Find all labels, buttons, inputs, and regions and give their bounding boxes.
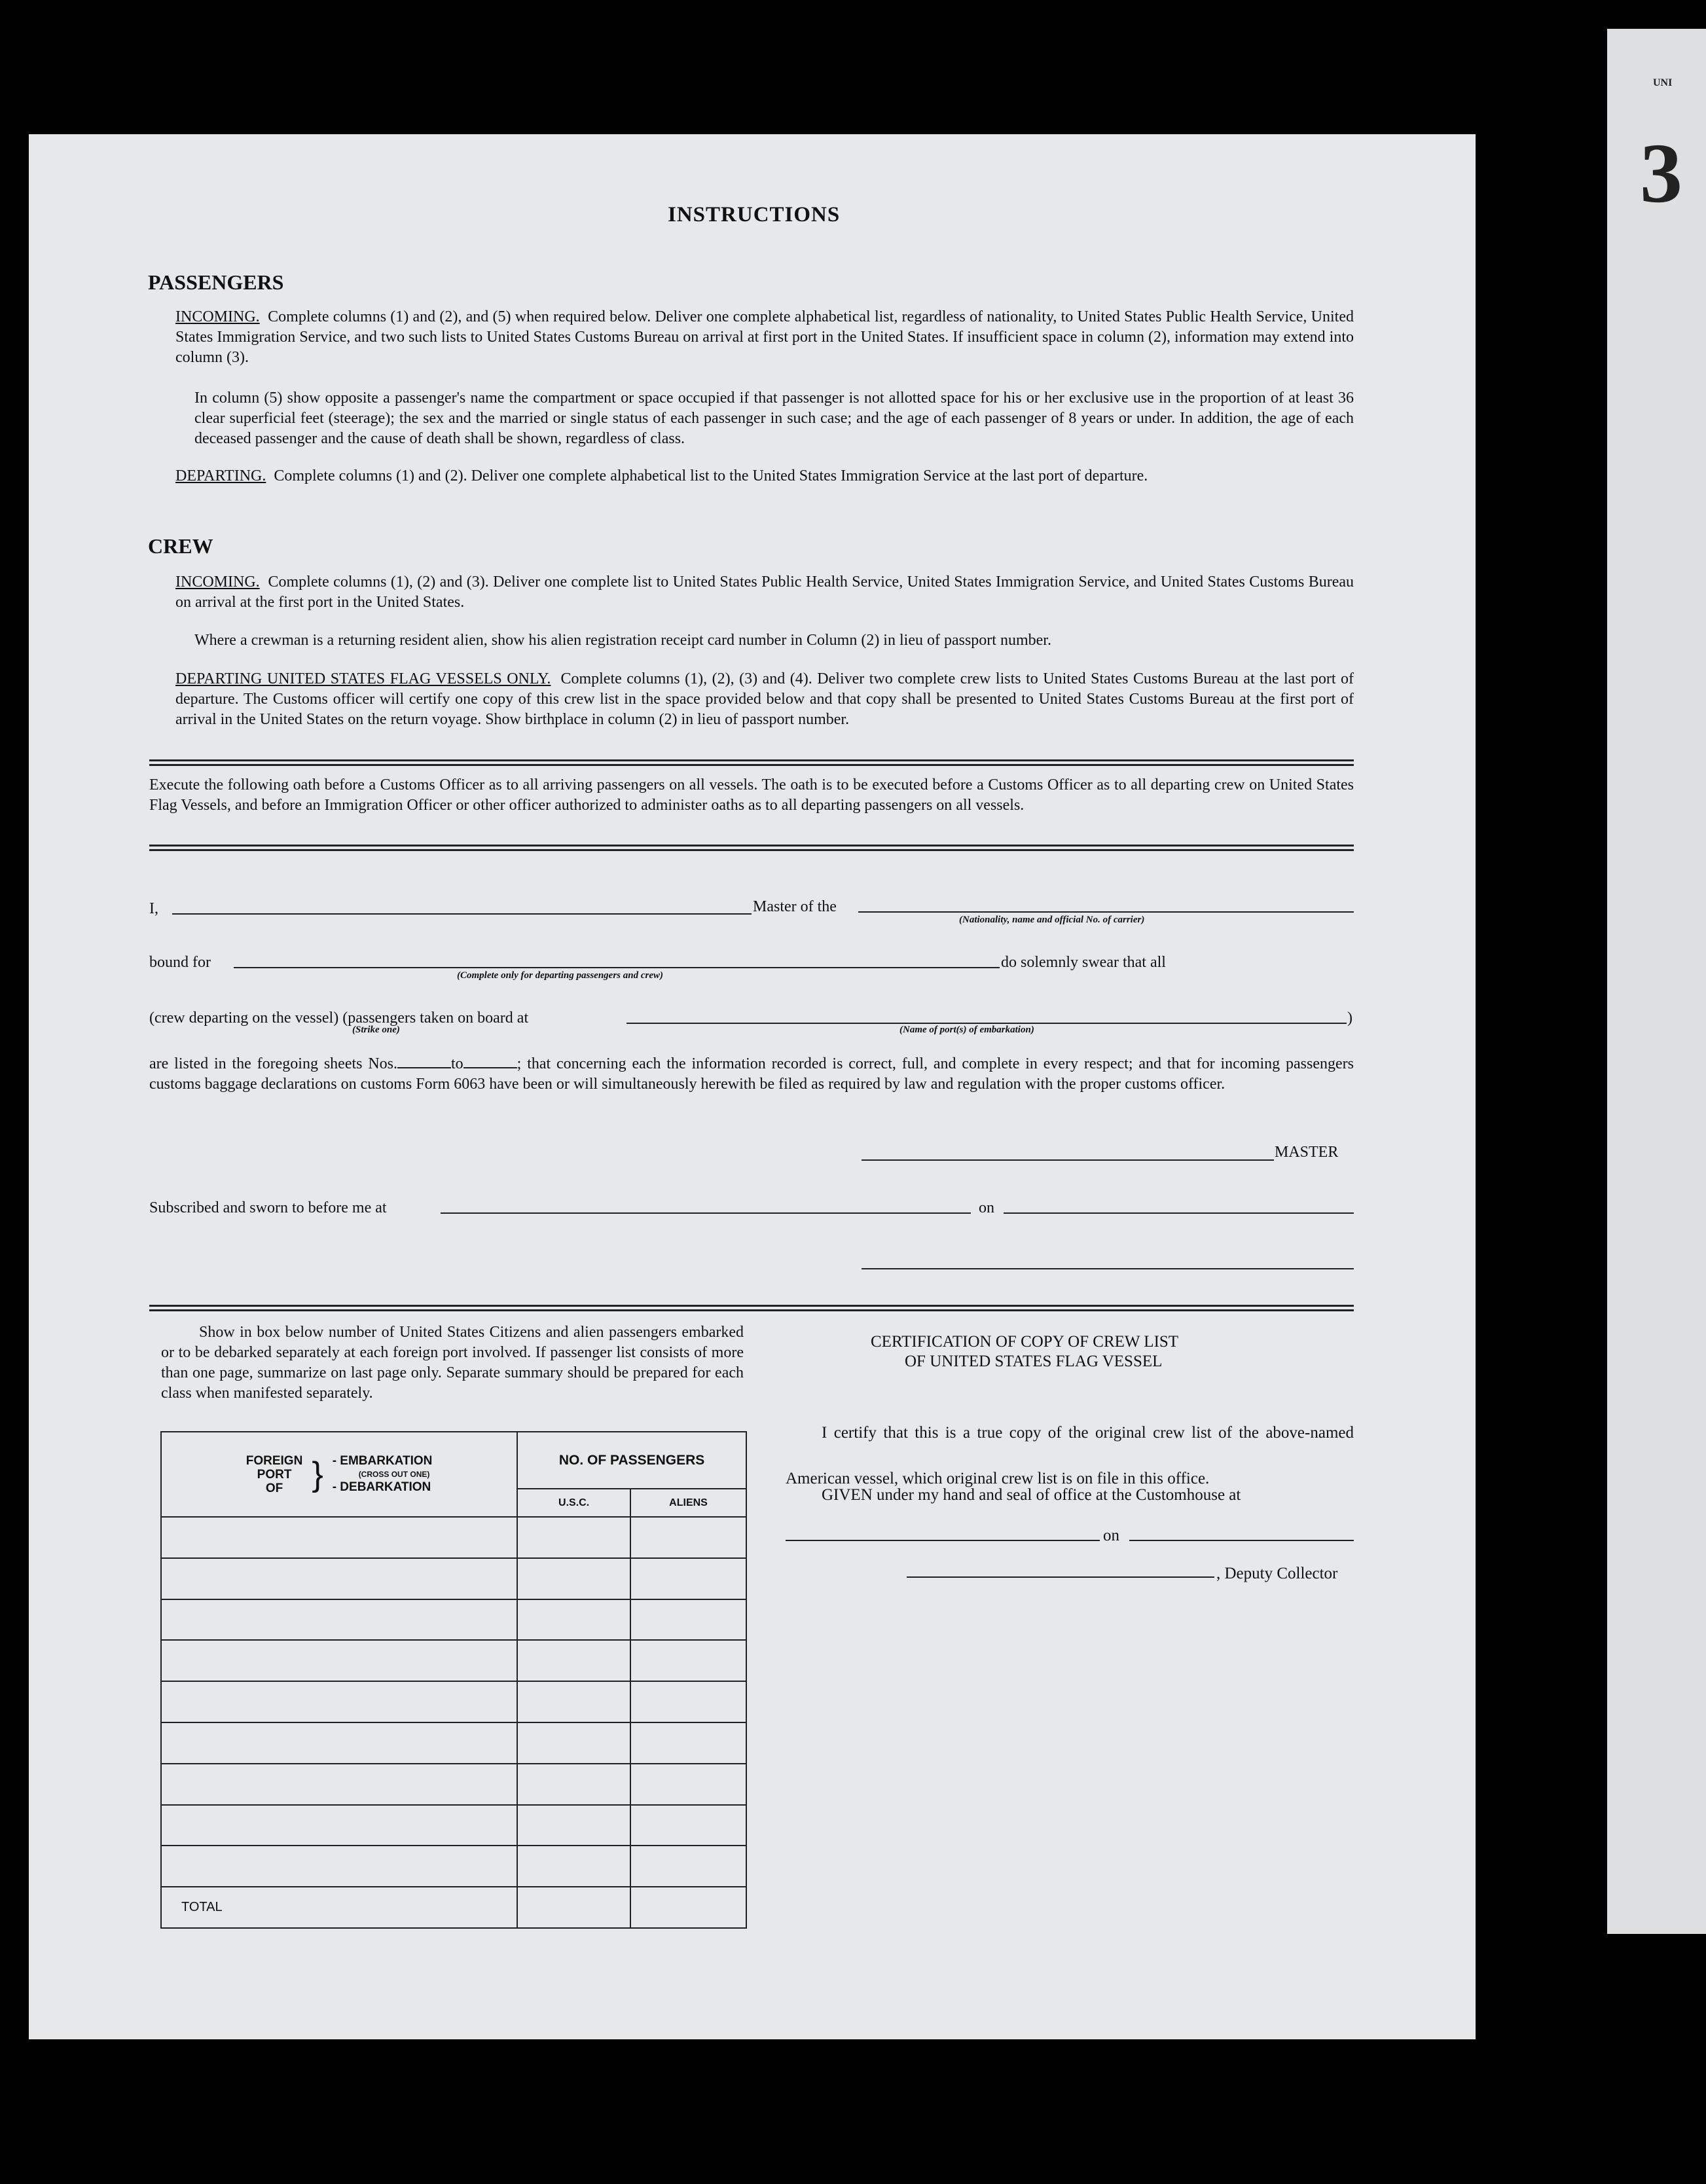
master-signature-line[interactable] xyxy=(862,1159,1274,1161)
passengers-incoming-text: Complete columns (1) and (2), and (5) when required below. Deliver one complete alphabetical list, regardless of nationality, to United States Public Health Service, United States Immigration Service, and two such lists to United States Customs Bureau on arrival at first port in the United States. If insufficient space in column (2), information may extend into column (3). xyxy=(175,308,1354,366)
aliens-cell[interactable] xyxy=(630,1722,746,1764)
total-label: TOTAL xyxy=(161,1887,517,1928)
subscribed-place-line[interactable] xyxy=(441,1212,971,1214)
divider-1 xyxy=(149,759,1354,761)
port-cell[interactable] xyxy=(161,1722,517,1764)
aliens-cell[interactable] xyxy=(630,1558,746,1599)
usc-cell[interactable] xyxy=(517,1764,630,1805)
certification-text: I certify that this is a true copy of the original crew list of the above-named American vessel, which original crew list is on file in this office. xyxy=(786,1424,1354,1487)
oath-master-of: Master of the xyxy=(753,898,837,915)
aliens-cell[interactable] xyxy=(630,1599,746,1641)
oath-listed xyxy=(149,1054,1354,1095)
crew-incoming-label: INCOMING. xyxy=(175,573,260,591)
adjacent-page-number: 3 xyxy=(1640,126,1682,221)
oath-bound-for: bound for xyxy=(149,954,211,971)
certification-on: on xyxy=(1103,1527,1119,1544)
usc-cell[interactable] xyxy=(517,1517,630,1558)
embarkation-label: - EMBARKATION xyxy=(332,1454,433,1468)
port-cell[interactable] xyxy=(161,1640,517,1681)
oath-ports-note: (Name of port(s) of embarkation) xyxy=(899,1025,1034,1035)
oath-name-line[interactable] xyxy=(172,913,752,915)
customhouse-line[interactable] xyxy=(786,1540,1100,1541)
oath-swear: do solemnly swear that all xyxy=(1001,954,1166,971)
certification-title-1: CERTIFICATION OF COPY OF CREW LIST xyxy=(871,1333,1179,1351)
officer-signature-line[interactable] xyxy=(862,1268,1354,1269)
crew-departing-text: Complete columns (1), (2), (3) and (4). Deliver two complete crew lists to United States Customs Bureau at the last port of departure. The Customs officer will certify one copy of this crew list in the space provided below and that copy shall be presented to United States Customs Bureau at the first port of arrival in the United States on the return voyage. Show birthplace in column (2) in lieu of passport number. xyxy=(175,670,1354,728)
page-title: INSTRUCTIONS xyxy=(668,203,841,227)
oath-close-paren: ) xyxy=(1347,1010,1352,1027)
crew-incoming xyxy=(175,572,1354,613)
cross-out-note: (CROSS OUT ONE) xyxy=(358,1470,430,1480)
usc-cell[interactable] xyxy=(517,1722,630,1764)
total-aliens-cell[interactable] xyxy=(630,1887,746,1928)
certification-date-line[interactable] xyxy=(1129,1540,1354,1541)
aliens-cell[interactable] xyxy=(630,1640,746,1681)
divider-2b xyxy=(149,849,1354,851)
total-usc-cell[interactable] xyxy=(517,1887,630,1928)
passengers-departing-text: Complete columns (1) and (2). Deliver one complete alphabetical list to the United States Immigration Service at the last port of departure. xyxy=(274,467,1148,484)
crew-departing xyxy=(175,669,1354,730)
divider-3b xyxy=(149,1309,1354,1311)
passengers-heading: PASSENGERS xyxy=(148,270,284,294)
crew-departing-label: DEPARTING UNITED STATES FLAG VESSELS ONLY. xyxy=(175,670,551,687)
usc-cell[interactable] xyxy=(517,1640,630,1681)
divider-2 xyxy=(149,845,1354,846)
adjacent-page-header: UNI xyxy=(1653,77,1673,88)
usc-cell[interactable] xyxy=(517,1805,630,1846)
port-cell[interactable] xyxy=(161,1846,517,1887)
port-cell[interactable] xyxy=(161,1764,517,1805)
passengers-incoming xyxy=(175,307,1354,368)
divider-3 xyxy=(149,1305,1354,1307)
aliens-cell[interactable] xyxy=(630,1846,746,1887)
foreign-port-header: FOREIGN PORT OF } - EMBARKATION (CROSS OUT ONE) - DEBARKATION xyxy=(161,1432,517,1517)
usc-header: U.S.C. xyxy=(517,1489,630,1517)
summary-text: Show in box below number of United States Citizens and alien passengers embarked or to be debarked separately at each foreign port involved. If passenger list consists of more than one page, summarize on last page only. Separate summary should be prepared for each class when manifested separately. xyxy=(161,1324,744,1402)
passengers-column5: In column (5) show opposite a passenger's name the compartment or space occupied if that passenger is not allotted space for his or her exclusive use in the proportion of at least 36 clear superficial feet (steerage); the sex and the married or single status of each passenger in such case; and the age of each passenger of 8 years or under. In addition, the age of each deceased passenger and the cause of death shall be shown, regardless of class. xyxy=(194,390,1354,447)
usc-cell[interactable] xyxy=(517,1599,630,1641)
oath-i-label: I, xyxy=(149,900,158,917)
crew-heading: CREW xyxy=(148,534,213,558)
debarkation-label: - DEBARKATION xyxy=(332,1480,431,1495)
oath-on: on xyxy=(979,1199,994,1216)
aliens-cell[interactable] xyxy=(630,1764,746,1805)
passengers-incoming-label: INCOMING. xyxy=(175,308,260,325)
passengers-departing-label: DEPARTING. xyxy=(175,467,266,484)
port-cell[interactable] xyxy=(161,1599,517,1641)
port-cell[interactable] xyxy=(161,1805,517,1846)
oath-listed-to: to xyxy=(451,1055,463,1072)
oath-ports-line[interactable] xyxy=(626,1023,1347,1024)
oath-master: MASTER xyxy=(1275,1144,1339,1161)
port-cell[interactable] xyxy=(161,1558,517,1599)
oath-subscribed: Subscribed and sworn to before me at xyxy=(149,1199,387,1216)
aliens-header: ALIENS xyxy=(630,1489,746,1517)
oath-carrier-line[interactable] xyxy=(858,911,1354,913)
usc-cell[interactable] xyxy=(517,1558,630,1599)
subscribed-date-line[interactable] xyxy=(1004,1212,1354,1214)
divider-1b xyxy=(149,764,1354,766)
port-cell[interactable] xyxy=(161,1681,517,1722)
aliens-cell[interactable] xyxy=(630,1805,746,1846)
oath-strike-one: (Strike one) xyxy=(352,1025,400,1035)
passenger-summary-table xyxy=(160,1431,747,1929)
foreign-port-label: FOREIGN PORT OF xyxy=(245,1453,303,1495)
usc-cell[interactable] xyxy=(517,1846,630,1887)
aliens-cell[interactable] xyxy=(630,1517,746,1558)
oath-bound-line[interactable] xyxy=(234,967,1000,968)
port-cell[interactable] xyxy=(161,1517,517,1558)
oath-crew-departing: (crew departing on the vessel) (passengers taken on board at xyxy=(149,1010,529,1027)
crew-incoming-text: Complete columns (1), (2) and (3). Deliver one complete list to United States Public Health Service, United States Immigration Service, and United States Customs Bureau on arrival at the first port in the United States. xyxy=(175,573,1354,611)
aliens-cell[interactable] xyxy=(630,1681,746,1722)
deputy-signature-line[interactable] xyxy=(907,1576,1214,1578)
certification-given: GIVEN under my hand and seal of office at the Customhouse at xyxy=(822,1486,1241,1504)
no-of-passengers-header: NO. OF PASSENGERS xyxy=(517,1432,746,1489)
certification-deputy: , Deputy Collector xyxy=(1216,1565,1338,1582)
certification-title-2: OF UNITED STATES FLAG VESSEL xyxy=(905,1353,1163,1370)
oath-listed-1: are listed in the foregoing sheets Nos. xyxy=(149,1055,397,1072)
adjacent-page-strip xyxy=(1607,29,1706,1934)
oath-listed-2: ; that concerning each the information recorded is correct, full, and complete in every respect; and that for incoming passengers customs baggage declarations on customs Form 6063 have been or will simultaneously herewith be filed as required by law and regulation with the proper customs officer. xyxy=(149,1055,1354,1093)
crew-resident: Where a crewman is a returning resident alien, show his alien registration receipt card number in Column (2) in lieu of passport number. xyxy=(194,632,1051,649)
oath-intro: Execute the following oath before a Customs Officer as to all arriving passengers on all vessels. The oath is to be executed before a Customs Officer as to all departing crew on United States Flag Vessels, and before an Immigration Officer or other officer authorized to administer oaths as to all departing passengers on all vessels. xyxy=(149,776,1354,814)
passengers-departing xyxy=(175,466,1354,486)
oath-departing-note: (Complete only for departing passengers and crew) xyxy=(457,970,663,981)
oath-carrier-note: (Nationality, name and official No. of carrier) xyxy=(959,915,1145,925)
usc-cell[interactable] xyxy=(517,1681,630,1722)
